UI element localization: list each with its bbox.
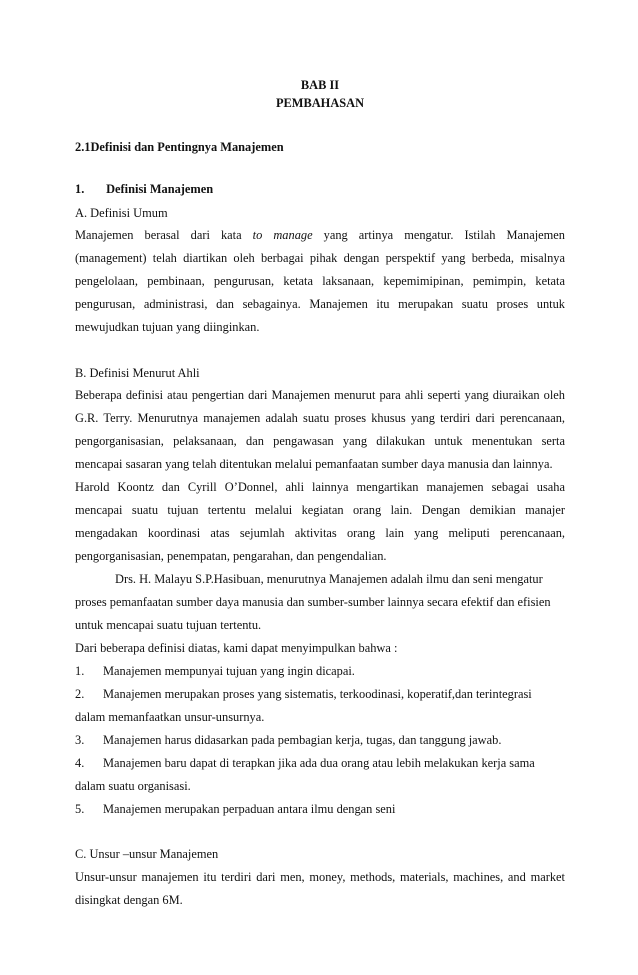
part-a-line-1-pre: Manajemen berasal dari kata — [75, 228, 253, 242]
part-a-line-5: mewujudkan tujuan yang diinginkan. — [75, 320, 260, 334]
part-b-line-6: mencapai suatu tujuan tertentu melalui kegiatan orang lain. Dengan demikian manajer — [75, 503, 565, 517]
subsection-title: Definisi Manajemen — [106, 182, 214, 196]
list-item-text: Manajemen baru dapat di terapkan jika ada dua orang atau lebih melakukan kerja sama — [103, 756, 535, 770]
part-b-line-4: mencapai sasaran yang telah ditentukan melalui pemanfaatan sumber daya manusia dan lainnya. — [75, 457, 553, 471]
part-b-line-10: proses pemanfaatan sumber daya manusia dan sumber-sumber lainnya secara efektif dan efisien — [75, 595, 551, 609]
list-item-text: Manajemen merupakan perpaduan antara ilmu dengan seni — [103, 802, 396, 816]
section-heading: 2.1Definisi dan Pentingnya Manajemen — [75, 140, 284, 154]
part-a-line-3: pengelolaan, pembinaan, pengurusan, ketata laksanaan, kepemimipinan, pemimpin, ketata — [75, 274, 565, 288]
subsection-heading — [75, 178, 213, 201]
part-b-line-12: Dari beberapa definisi diatas, kami dapat menyimpulkan bahwa : — [75, 641, 398, 655]
list-item-text: Manajemen merupakan proses yang sistematis, terkoodinasi, koperatif,dan terintegrasi — [103, 687, 532, 701]
list-item — [75, 798, 395, 821]
part-b-line-11: untuk mencapai suatu tujuan tertentu. — [75, 618, 262, 632]
chapter-label: BAB II — [300, 78, 340, 92]
part-b-line-3: pengorganisasian, pelaksanaan, dan pengawasan yang dilakukan untuk menentukan serta — [75, 434, 565, 448]
part-b-line-9: Drs. H. Malayu S.P.Hasibuan, menurutnya Manajemen adalah ilmu dan seni mengatur — [115, 572, 543, 586]
part-c-line-1: Unsur-unsur manajemen itu terdiri dari men, money, methods, materials, machines, and market — [75, 870, 565, 884]
part-b-label: B. Definisi Menurut Ahli — [75, 366, 200, 380]
list-item — [75, 752, 535, 775]
list-item-number: 5. — [75, 802, 85, 816]
part-a-line-1 — [75, 224, 565, 247]
part-a-line-1-italic: to manage — [252, 228, 313, 242]
part-a-line-4: pengurusan, administrasi, dan sebagainya. Manajemen itu merupakan suatu proses untuk — [75, 297, 565, 311]
part-c-line-2: disingkat dengan 6M. — [75, 893, 183, 907]
list-item-continuation: dalam memanfaatkan unsur-unsurnya. — [75, 710, 265, 724]
list-item — [75, 729, 501, 752]
part-c-label: C. Unsur –unsur Manajemen — [75, 847, 219, 861]
subsection-number: 1. — [75, 182, 85, 196]
part-b-line-5: Harold Koontz dan Cyrill O’Donnel, ahli lainnya mengartikan manajemen sebagai usaha — [75, 480, 565, 494]
part-b-line-8: pengorganisasian, penempatan, pengarahan, dan pengendalian. — [75, 549, 387, 563]
part-b-line-2: G.R. Terry. Menurutnya manajemen adalah suatu proses khusus yang terdiri dari perencanaan, — [75, 411, 565, 425]
list-item-text: Manajemen harus didasarkan pada pembagian kerja, tugas, dan tanggung jawab. — [103, 733, 502, 747]
list-item — [75, 683, 532, 706]
part-a-line-1-post: yang artinya mengatur. Istilah Manajemen — [312, 228, 565, 242]
part-a-label: A. Definisi Umum — [75, 206, 168, 220]
list-item-number: 1. — [75, 664, 85, 678]
list-item-number: 2. — [75, 687, 85, 701]
part-b-line-7: mengadakan koordinasi atas sejumlah aktivitas orang lain yang meliputi perencanaan, — [75, 526, 565, 540]
chapter-title: PEMBAHASAN — [275, 96, 365, 110]
part-a-line-2: (management) telah diartikan oleh berbagai pihak dengan perspektif yang berbeda, misalnya — [75, 251, 565, 265]
list-item — [75, 660, 355, 683]
list-item-number: 4. — [75, 756, 85, 770]
part-b-line-1: Beberapa definisi atau pengertian dari Manajemen menurut para ahli seperti yang diuraikan oleh — [75, 388, 565, 402]
list-item-text: Manajemen mempunyai tujuan yang ingin dicapai. — [103, 664, 355, 678]
list-item-continuation: dalam suatu organisasi. — [75, 779, 191, 793]
list-item-number: 3. — [75, 733, 85, 747]
